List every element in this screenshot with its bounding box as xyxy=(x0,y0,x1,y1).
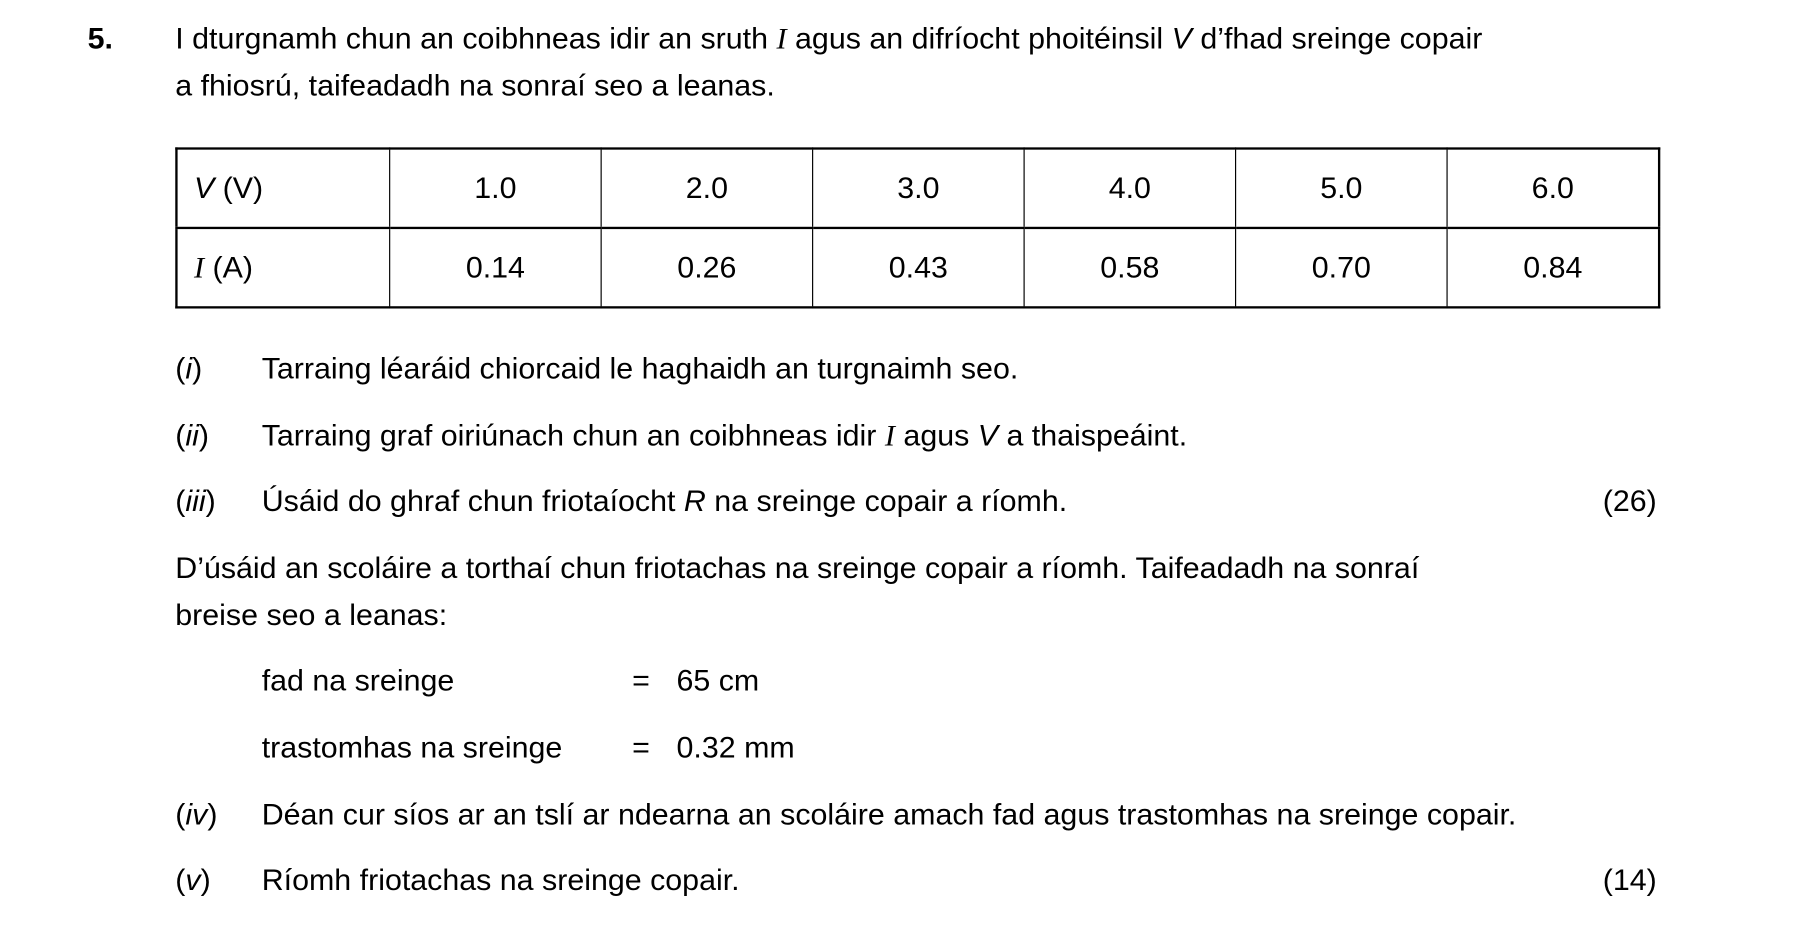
cell: 5.0 xyxy=(1236,149,1447,228)
text: d’fhad sreinge copair xyxy=(1191,20,1483,56)
length-equals: = xyxy=(632,663,650,698)
length-value: 65 cm xyxy=(676,663,760,698)
cell: 0.84 xyxy=(1447,228,1659,307)
cell: 6.0 xyxy=(1447,149,1659,228)
marks-26: (26) xyxy=(1602,483,1657,519)
symbol-current: I xyxy=(776,21,787,56)
part-label-iii: (iii) xyxy=(175,483,216,519)
intro-line-2: a fhiosrú, taifeadadh na sonraí seo a leanas. xyxy=(175,67,775,103)
cell: 2.0 xyxy=(601,149,812,228)
marks-14: (14) xyxy=(1602,862,1657,897)
symbol: I xyxy=(193,250,205,285)
row-header-current xyxy=(176,228,389,307)
data-table xyxy=(175,147,1660,308)
table-row xyxy=(176,149,1659,228)
row-header-voltage xyxy=(176,149,389,228)
cell: 4.0 xyxy=(1024,149,1235,228)
paragraph-line-2: breise seo a leanas: xyxy=(175,597,448,633)
unit: (V) xyxy=(214,170,264,205)
part-text-i: Tarraing léaráid chiorcaid le haghaidh an turgnaimh seo. xyxy=(261,351,1019,386)
part-text-iii: Úsáid do ghraf chun friotaíocht R na sreinge copair a ríomh. xyxy=(261,483,1068,519)
part-text-iv: Déan cur síos ar an tslí ar ndearna an scoláire amach fad agus trastomhas na sreinge copair. xyxy=(261,796,1517,832)
symbol-voltage: V xyxy=(1171,20,1192,56)
cell: 1.0 xyxy=(390,149,601,228)
diameter-label: trastomhas na sreinge xyxy=(261,729,563,765)
cell: 0.43 xyxy=(813,228,1024,307)
cell: 3.0 xyxy=(813,149,1024,228)
table-row xyxy=(176,228,1659,307)
unit: (A) xyxy=(204,249,254,285)
part-label-v: (v) xyxy=(175,862,211,897)
diameter-equals: = xyxy=(632,729,650,765)
part-text-ii: Tarraing graf oiriúnach chun an coibhneas idir I agus V a thaispeáint. xyxy=(261,417,1188,453)
length-label: fad na sreinge xyxy=(261,663,455,698)
paragraph-line-1: D’úsáid an scoláire a torthaí chun friotachas na sreinge copair a ríomh. Taifeadadh na sonraí xyxy=(175,550,1420,585)
diameter-value: 0.32 mm xyxy=(676,729,795,765)
cell: 0.58 xyxy=(1024,228,1235,307)
part-label-iv: (iv) xyxy=(175,796,218,832)
part-label-i: (i) xyxy=(175,351,203,386)
part-label-ii: (ii) xyxy=(175,417,210,453)
text: agus an difríocht phoitéinsil xyxy=(786,20,1172,56)
cell: 0.70 xyxy=(1236,228,1447,307)
cell: 0.14 xyxy=(390,228,601,307)
text: I dturgnamh chun an coibhneas idir an sruth xyxy=(175,20,777,56)
question-number: 5. xyxy=(87,20,113,56)
intro-line-1 xyxy=(175,21,1482,57)
symbol: V xyxy=(193,170,215,205)
cell: 0.26 xyxy=(601,228,812,307)
part-text-v: Ríomh friotachas na sreinge copair. xyxy=(261,862,740,897)
